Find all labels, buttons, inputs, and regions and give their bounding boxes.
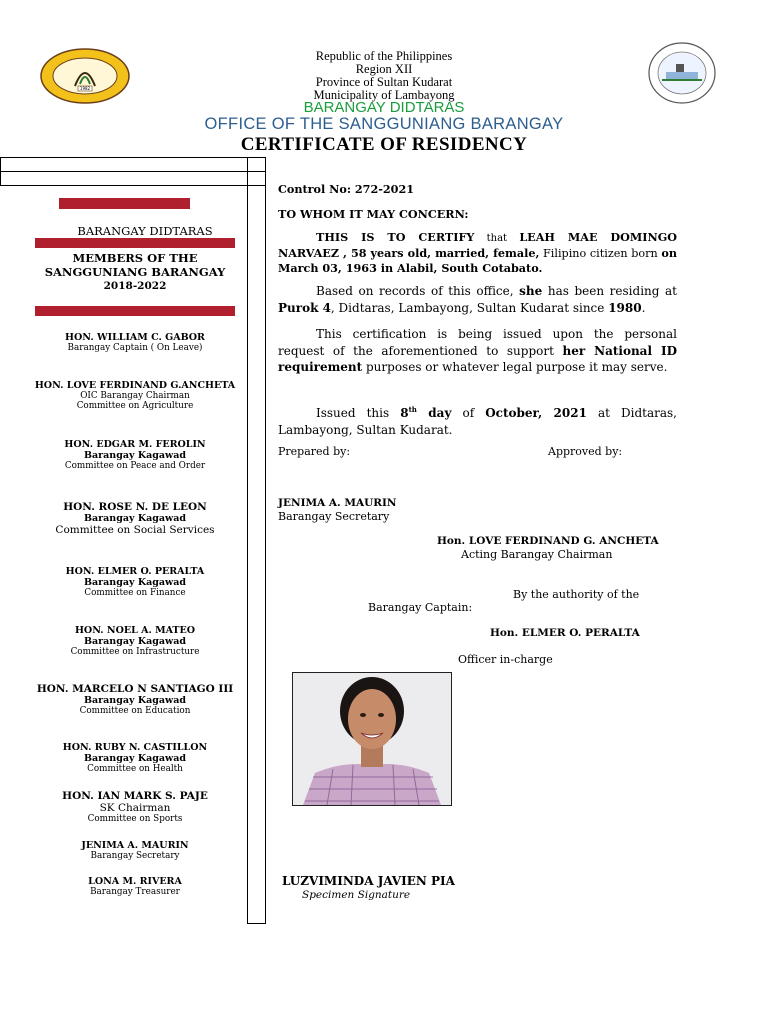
paragraph-purpose: This certification is being issued upon the personal request of the aforementioned to support her National ID requirement purposes or whatever legal purpose it may serve. <box>278 327 677 374</box>
approved-by-label: Approved by: <box>548 445 623 458</box>
header-barangay: BARANGAY DIDTARAS <box>303 99 465 116</box>
chairman-name: Hon. LOVE FERDINAND G. ANCHETA <box>437 535 659 547</box>
member-entry: JENIMA A. MAURIN Barangay Secretary <box>81 840 189 861</box>
header-country: Republic of the Philippines <box>315 49 453 63</box>
paragraph-certify: THIS IS TO CERTIFY that LEAH MAE DOMINGO NARVAEZ , 58 years old, married, female, Filipino citizen born on March 03, 1963 in Alabil, South Cotabato. <box>278 230 678 275</box>
certificate-title: CERTIFICATE OF RESIDENCY <box>240 134 528 155</box>
secretary-name: JENIMA A. MAURIN <box>278 497 397 509</box>
member-entry: HON. EDGAR M. FEROLIN Barangay Kagawad Committee on Peace and Order <box>64 439 206 471</box>
office-title: OFFICE OF THE SANGGUNIANG BARANGAY <box>204 115 564 133</box>
sidebar-members-heading: MEMBERS OF THE SANGGUNIANG BARANGAY 2018-2022 <box>44 251 226 292</box>
accent-bar <box>35 306 235 316</box>
header-province: Province of Sultan Kudarat <box>315 75 453 89</box>
prepared-by-label: Prepared by: <box>278 445 351 458</box>
header-region: Region XII <box>355 62 413 76</box>
chairman-title: Acting Barangay Chairman <box>461 548 613 561</box>
member-entry: HON. RUBY N. CASTILLON Barangay Kagawad Committee on Health <box>62 742 208 774</box>
accent-bar <box>59 198 190 209</box>
paragraph-residence: Based on records of this office, she has been residing at Purok 4, Didtaras, Lambayong, Sultan Kudarat since 1980. <box>278 284 677 315</box>
resident-name: LUZVIMINDA JAVIEN PIA <box>282 874 455 888</box>
member-entry: HON. LOVE FERDINAND G.ANCHETA OIC Barangay Chairman Committee on Agriculture <box>34 380 236 411</box>
svg-text:1982: 1982 <box>79 86 91 91</box>
member-entry: HON. IAN MARK S. PAJE SK Chairman Committee on Sports <box>62 790 208 824</box>
member-entry: LONA M. RIVERA Barangay Treasurer <box>88 876 182 897</box>
member-entry: HON. MARCELO N SANTIAGO III Barangay Kagawad Committee on Education <box>36 683 234 716</box>
accent-bar <box>35 238 235 248</box>
authority-line: By the authority of the <box>513 588 640 601</box>
specimen-signature-label: Specimen Signature <box>302 889 411 901</box>
sidebar-barangay: BARANGAY DIDTARAS <box>77 224 213 238</box>
control-number: Control No: 272-2021 <box>278 182 415 196</box>
paragraph-issued: Issued this 8th day of October, 2021 at Didtaras, Lambayong, Sultan Kudarat. <box>278 405 677 437</box>
member-entry: HON. NOEL A. MATEO Barangay Kagawad Committee on Infrastructure <box>70 625 200 657</box>
authority-line-2: Barangay Captain: <box>368 601 473 614</box>
member-entry: HON. ELMER O. PERALTA Barangay Kagawad Committee on Finance <box>65 566 205 598</box>
salutation: TO WHOM IT MAY CONCERN: <box>278 207 469 221</box>
resident-photo <box>292 672 452 806</box>
oic-name: Hon. ELMER O. PERALTA <box>490 627 640 639</box>
secretary-title: Barangay Secretary <box>278 510 390 523</box>
header-municipality: Municipality of Lambayong <box>313 88 455 102</box>
member-entry: HON. WILLIAM C. GABOR Barangay Captain ( On Leave) <box>65 332 205 353</box>
oic-title: Officer in-charge <box>458 653 553 666</box>
member-entry: HON. ROSE N. DE LEON Barangay Kagawad Committee on Social Services <box>55 501 215 536</box>
person-photo-icon <box>293 673 451 805</box>
